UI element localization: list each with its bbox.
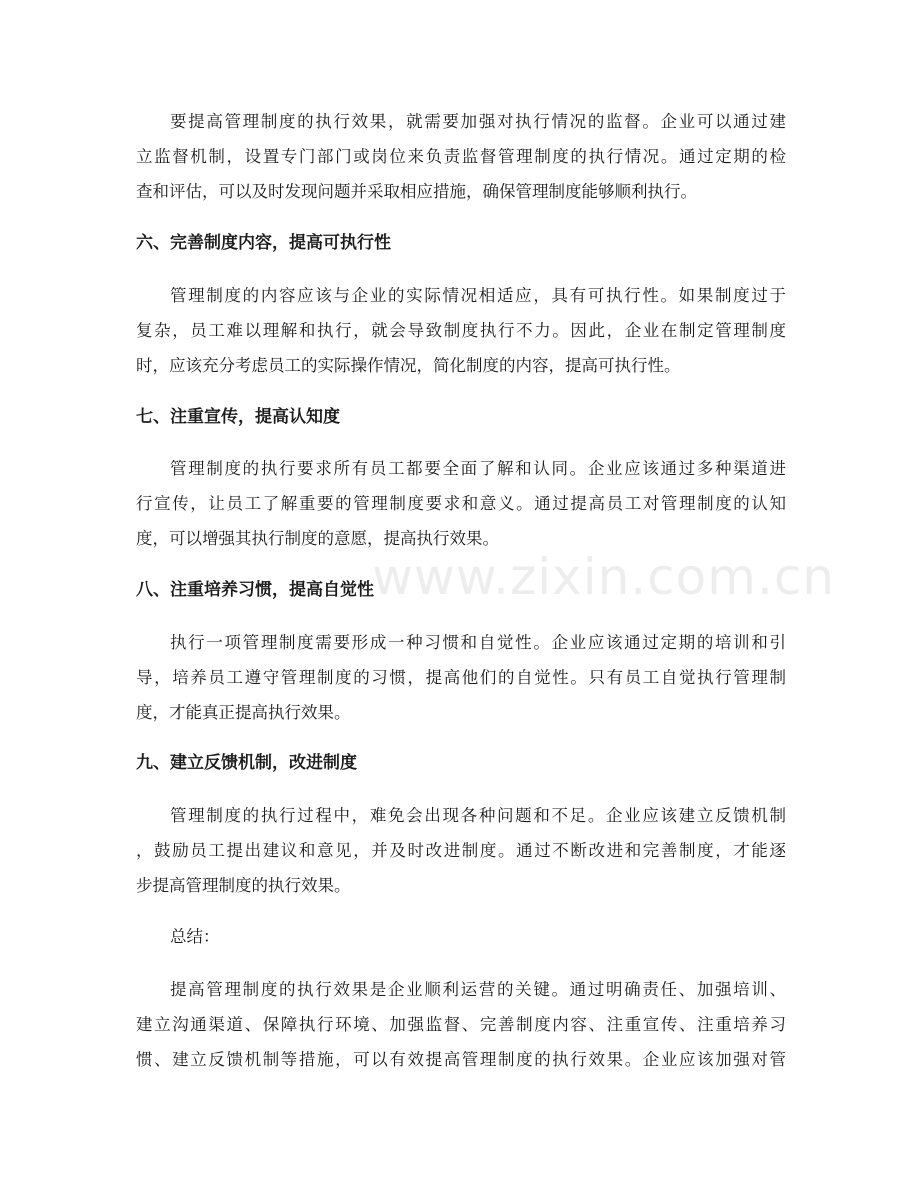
paragraph-8-line-2: 导，培养员工遵守管理制度的习惯，提高他们的自觉性。只有员工自觉执行管理制: [136, 668, 786, 687]
paragraph-9-line-2: ，鼓励员工提出建议和意见，并及时改进制度。通过不断改进和完善制度，才能逐: [136, 841, 786, 860]
paragraph-supervision-line-3: 查和评估，可以及时发现问题并采取相应措施，确保管理制度能够顺利执行。: [136, 182, 697, 201]
paragraph-6-line-2: 复杂，员工难以理解和执行，就会导致制度执行不力。因此，企业在制定管理制度: [136, 321, 786, 340]
paragraph-8-line-1: 执行一项管理制度需要形成一种习惯和自觉性。企业应该通过定期的培训和引: [170, 633, 786, 652]
paragraph-supervision-line-2: 立监督机制，设置专门部门或岗位来负责监督管理制度的执行情况。通过定期的检: [136, 147, 786, 166]
summary-line-1: 提高管理制度的执行效果是企业顺利运营的关键。通过明确责任、加强培训、: [170, 980, 786, 999]
watermark: www.zixin.com.cn: [372, 548, 836, 606]
section-heading-6: 六、完善制度内容，提高可执行性: [136, 233, 391, 253]
section-heading-9: 九、建立反馈机制，改进制度: [136, 753, 357, 773]
paragraph-6-line-1: 管理制度的内容应该与企业的实际情况相适应，具有可执行性。如果制度过于: [170, 286, 786, 305]
summary-line-3: 惯、建立反馈机制等措施，可以有效提高管理制度的执行效果。企业应该加强对管: [136, 1050, 786, 1069]
paragraph-supervision-line-1: 要提高管理制度的执行效果，就需要加强对执行情况的监督。企业可以通过建: [170, 112, 786, 131]
paragraph-7-line-2: 行宣传，让员工了解重要的管理制度要求和意义。通过提高员工对管理制度的认知: [136, 494, 786, 513]
paragraph-8-line-3: 度，才能真正提高执行效果。: [136, 703, 351, 722]
summary-label: 总结：: [170, 927, 220, 946]
paragraph-9-line-3: 步提高管理制度的执行效果。: [136, 876, 351, 895]
section-heading-7: 七、注重宣传，提高认知度: [136, 407, 340, 427]
section-heading-8: 八、注重培养习惯，提高自觉性: [136, 580, 374, 600]
paragraph-6-line-3: 时，应该充分考虑员工的实际操作情况，简化制度的内容，提高可执行性。: [136, 356, 681, 375]
paragraph-7-line-3: 度，可以增强其执行制度的意愿，提高执行效果。: [136, 529, 499, 548]
paragraph-9-line-1: 管理制度的执行过程中，难免会出现各种问题和不足。企业应该建立反馈机制: [170, 806, 786, 825]
summary-line-2: 建立沟通渠道、保障执行环境、加强监督、完善制度内容、注重宣传、注重培养习: [136, 1015, 786, 1034]
paragraph-7-line-1: 管理制度的执行要求所有员工都要全面了解和认同。企业应该通过多种渠道进: [170, 459, 786, 478]
